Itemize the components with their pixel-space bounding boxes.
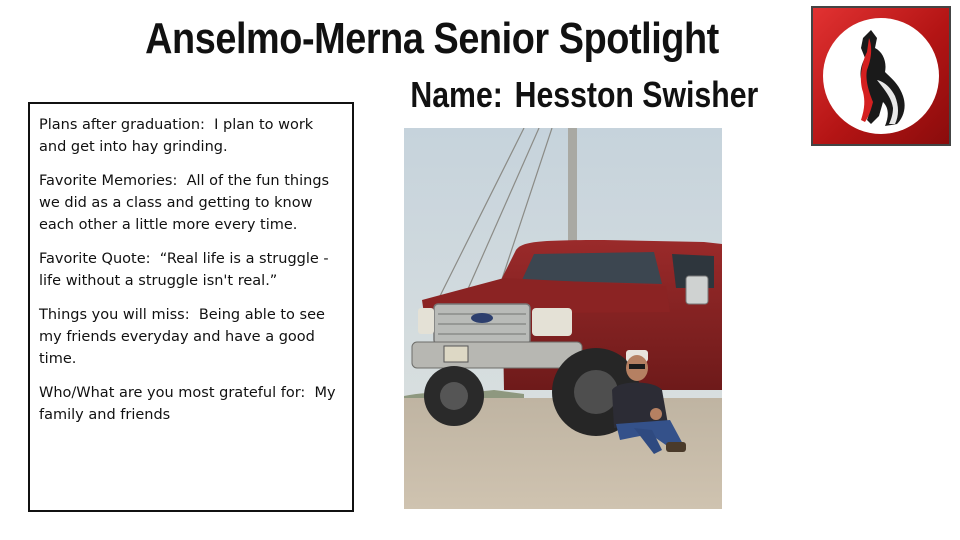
info-grateful (39, 382, 342, 426)
info-label: Plans after graduation: (39, 117, 205, 133)
info-memories (39, 170, 342, 236)
howling-coyote-icon (813, 8, 949, 144)
info-value: “Real life is a struggle - life without a struggle isn't real.” (39, 251, 329, 289)
info-plans (39, 114, 342, 158)
page-title: Anselmo-Merna Senior Spotlight (145, 14, 719, 63)
info-value: All of the fun things we did as a class and getting to know each other a little more every time. (39, 173, 330, 233)
senior-with-red-pickup-truck-photo (404, 128, 722, 509)
school-logo (811, 6, 951, 146)
info-quote (39, 248, 342, 292)
info-miss (39, 304, 342, 370)
info-value: Being able to see my friends everyday and have a good time. (39, 307, 325, 367)
info-label: Favorite Memories: (39, 173, 178, 189)
info-value: I plan to work and get into hay grinding. (39, 117, 314, 155)
info-label: Things you will miss: (39, 307, 190, 323)
info-label: Who/What are you most grateful for: (39, 385, 306, 401)
name-label: Name: (410, 74, 503, 115)
senior-info-box (28, 102, 354, 512)
info-value: My family and friends (39, 385, 336, 423)
info-label: Favorite Quote: (39, 251, 151, 267)
student-name-heading (410, 74, 759, 116)
senior-photo (404, 128, 722, 509)
student-name: Hesston Swisher (514, 74, 759, 115)
